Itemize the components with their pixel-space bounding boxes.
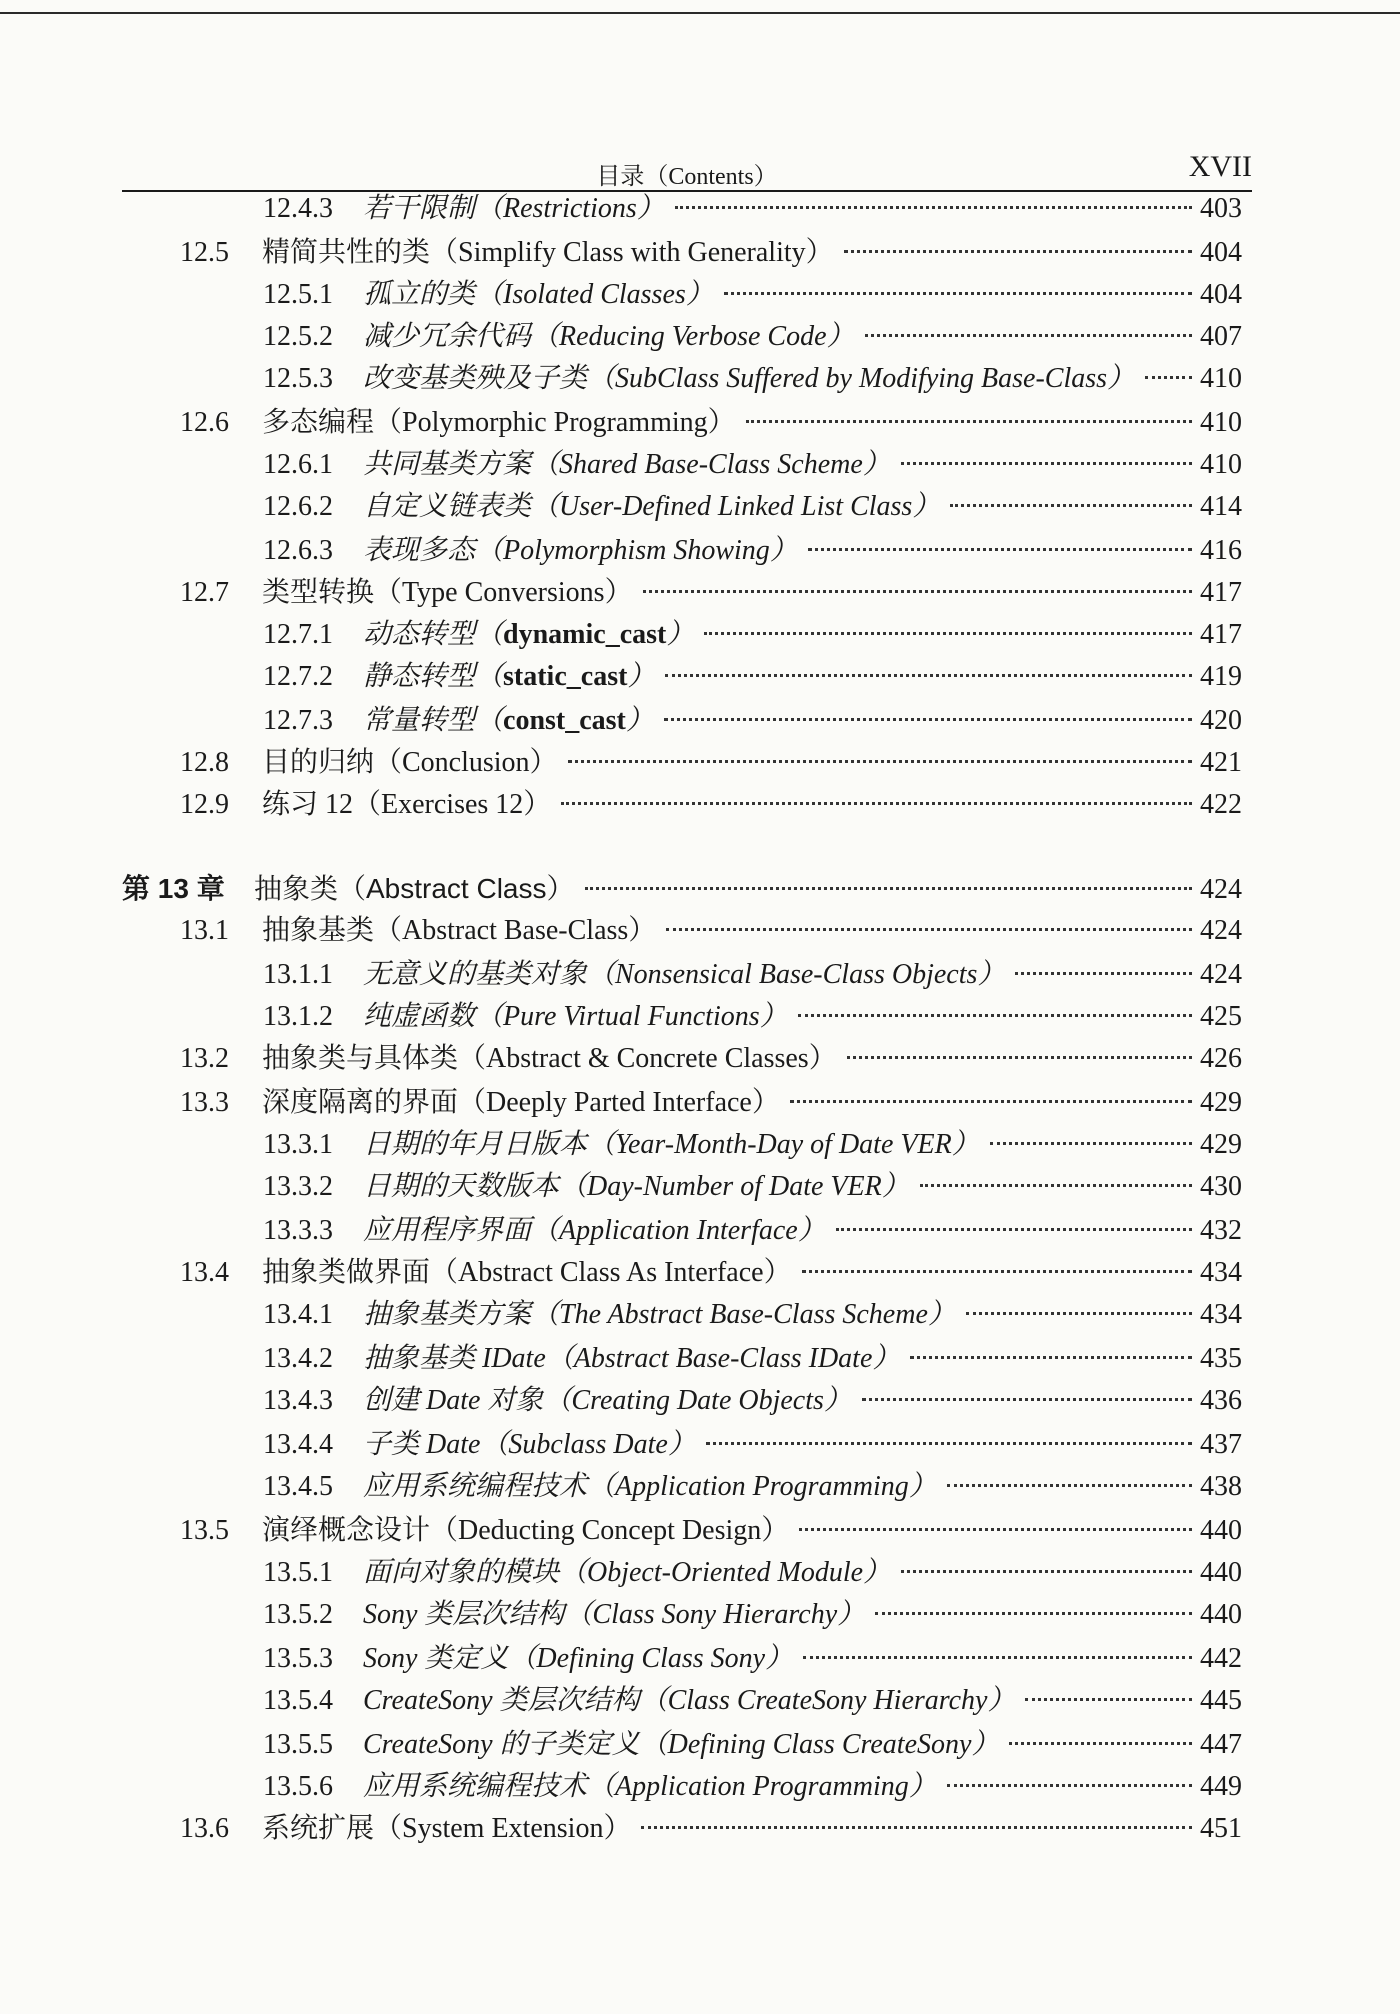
subsection-entry[interactable] (263, 658, 1242, 696)
entry-page-number: 440 (1200, 1557, 1242, 1588)
entry-page-number: 403 (1200, 193, 1242, 224)
entry-number: 13.5.3 (263, 1643, 333, 1674)
entry-title: 表现多态（Polymorphism Showing） (363, 535, 798, 566)
dot-leader (799, 1528, 1192, 1531)
dot-leader (920, 1184, 1192, 1187)
subsection-entry[interactable] (263, 1596, 1242, 1634)
dot-leader (724, 292, 1192, 295)
dot-leader (901, 462, 1192, 465)
subsection-entry[interactable] (263, 532, 1242, 570)
dot-leader (746, 420, 1192, 423)
dot-leader (803, 1656, 1192, 1659)
entry-title: 深度隔离的界面（Deeply Parted Interface） (262, 1087, 780, 1118)
entry-title-prefix: 常量转型（ (363, 705, 504, 736)
entry-page-number: 430 (1200, 1171, 1242, 1202)
entry-number: 第 13 章 (122, 873, 225, 904)
subsection-entry[interactable] (263, 1768, 1242, 1806)
entry-title: 抽象基类 IDate（Abstract Base-Class IDate） (363, 1343, 901, 1374)
entry-title: 演绎概念设计（Deducting Concept Design） (262, 1515, 790, 1546)
entry-title: 应用系统编程技术（Application Programming） (363, 1471, 937, 1502)
entry-title: CreateSony 的子类定义（Defining Class CreateSony） (363, 1729, 1000, 1760)
section-entry[interactable] (180, 1810, 1242, 1848)
dot-leader (847, 1056, 1192, 1059)
subsection-entry[interactable] (263, 190, 1242, 228)
subsection-entry[interactable] (263, 318, 1242, 356)
entry-page-number: 429 (1200, 1129, 1242, 1160)
dot-leader (568, 760, 1192, 763)
entry-title-suffix: ） (625, 705, 654, 736)
subsection-entry[interactable] (263, 1426, 1242, 1464)
entry-title: 减少冗余代码（Reducing Verbose Code） (363, 321, 855, 352)
entry-title (363, 702, 654, 740)
entry-number: 12.8 (180, 747, 229, 778)
section-entry[interactable] (180, 1040, 1242, 1078)
subsection-entry[interactable] (263, 998, 1242, 1036)
subsection-entry[interactable] (263, 1726, 1242, 1764)
entry-page-number: 424 (1200, 959, 1242, 990)
entry-page-number: 419 (1200, 661, 1242, 692)
entry-number: 13.4.2 (263, 1343, 333, 1374)
entry-page-number: 424 (1200, 915, 1242, 946)
entry-page-number: 445 (1200, 1685, 1242, 1716)
dot-leader (966, 1312, 1192, 1315)
entry-title: 创建 Date 对象（Creating Date Objects） (363, 1385, 852, 1416)
dot-leader (808, 548, 1192, 551)
entry-page-number: 449 (1200, 1771, 1242, 1802)
entry-number: 13.5.6 (263, 1771, 333, 1802)
entry-number: 13.5.5 (263, 1729, 333, 1760)
entry-page-number: 424 (1200, 874, 1242, 905)
dot-leader (910, 1356, 1192, 1359)
entry-title: 应用程序界面（Application Interface） (363, 1215, 826, 1246)
section-entry[interactable] (180, 786, 1242, 824)
entry-number: 13.5.4 (263, 1685, 333, 1716)
entry-title: Sony 类定义（Defining Class Sony） (363, 1643, 794, 1674)
entry-page-number: 410 (1200, 449, 1242, 480)
dot-leader (664, 718, 1192, 721)
entry-number: 13.5.1 (263, 1557, 333, 1588)
section-entry[interactable] (180, 744, 1242, 782)
subsection-entry[interactable] (263, 1126, 1242, 1164)
entry-title-code: const_cast (503, 705, 626, 736)
section-entry[interactable] (180, 404, 1242, 442)
entry-page-number: 416 (1200, 535, 1242, 566)
dot-leader (844, 250, 1192, 253)
entry-title: 应用系统编程技术（Application Programming） (363, 1771, 937, 1802)
entry-page-number: 429 (1200, 1087, 1242, 1118)
entry-number: 12.7.1 (263, 619, 333, 650)
entry-number: 13.2 (180, 1043, 229, 1074)
dot-leader (862, 1398, 1192, 1401)
entry-number: 12.5 (180, 237, 229, 268)
entry-number: 13.3.2 (263, 1171, 333, 1202)
entry-number: 13.4 (180, 1257, 229, 1288)
entry-page-number: 432 (1200, 1215, 1242, 1246)
subsection-entry[interactable] (263, 360, 1242, 398)
dot-leader (561, 802, 1192, 805)
entry-page-number: 410 (1200, 363, 1242, 394)
dot-leader (704, 632, 1192, 635)
entry-page-number: 417 (1200, 577, 1242, 608)
entry-number: 13.1 (180, 915, 229, 946)
chapter-entry[interactable] (122, 870, 1242, 908)
entry-number: 13.6 (180, 1813, 229, 1844)
dot-leader (947, 1484, 1192, 1487)
header-page-number: XVII (1188, 150, 1252, 183)
entry-title: 多态编程（Polymorphic Programming） (262, 407, 736, 438)
entry-title: 目的归纳（Conclusion） (262, 747, 558, 778)
dot-leader (1025, 1698, 1192, 1701)
dot-leader (836, 1228, 1192, 1231)
dot-leader (1015, 972, 1192, 975)
dot-leader (790, 1100, 1192, 1103)
dot-leader (990, 1142, 1192, 1145)
entry-title-prefix: 动态转型（ (363, 619, 504, 650)
dot-leader (798, 1014, 1192, 1017)
entry-title: 练习 12（Exercises 12） (262, 789, 552, 820)
dot-leader (865, 334, 1193, 337)
section-entry[interactable] (180, 912, 1242, 950)
entry-number: 12.6 (180, 407, 229, 438)
dot-leader (643, 590, 1192, 593)
subsection-entry[interactable] (263, 446, 1242, 484)
dot-leader (950, 504, 1192, 507)
entry-title-code: static_cast (503, 661, 628, 692)
entry-title (363, 616, 694, 654)
entry-page-number: 447 (1200, 1729, 1242, 1760)
entry-page-number: 437 (1200, 1429, 1242, 1460)
dot-leader (706, 1442, 1192, 1445)
subsection-entry[interactable] (263, 1168, 1242, 1206)
entry-title: 抽象类做界面（Abstract Class As Interface） (262, 1257, 792, 1288)
entry-title: Sony 类层次结构（Class Sony Hierarchy） (363, 1599, 866, 1630)
entry-number: 12.4.3 (263, 193, 333, 224)
dot-leader (585, 887, 1193, 890)
header-title: 目录（Contents） (596, 164, 778, 190)
dot-leader (901, 1570, 1192, 1573)
entry-page-number: 435 (1200, 1343, 1242, 1374)
entry-title: 自定义链表类（User-Defined Linked List Class） (363, 491, 941, 522)
section-entry[interactable] (180, 574, 1242, 612)
dot-leader (802, 1270, 1192, 1273)
entry-page-number: 404 (1200, 237, 1242, 268)
entry-number: 13.1.2 (263, 1001, 333, 1032)
entry-page-number: 440 (1200, 1599, 1242, 1630)
entry-page-number: 417 (1200, 619, 1242, 650)
section-entry[interactable] (180, 1512, 1242, 1550)
dot-leader (665, 674, 1192, 677)
entry-number: 12.7 (180, 577, 229, 608)
entry-number: 13.5 (180, 1515, 229, 1546)
entry-number: 12.9 (180, 789, 229, 820)
entry-page-number: 422 (1200, 789, 1242, 820)
entry-page-number: 414 (1200, 491, 1242, 522)
entry-page-number: 440 (1200, 1515, 1242, 1546)
entry-page-number: 421 (1200, 747, 1242, 778)
entry-number: 12.6.2 (263, 491, 333, 522)
entry-number: 12.7.3 (263, 705, 333, 736)
entry-number: 13.5.2 (263, 1599, 333, 1630)
entry-title: 类型转换（Type Conversions） (262, 577, 633, 608)
subsection-entry[interactable] (263, 956, 1242, 994)
entry-page-number: 407 (1200, 321, 1242, 352)
subsection-entry[interactable] (263, 1340, 1242, 1378)
entry-title: 系统扩展（System Extension） (262, 1813, 632, 1844)
entry-number: 13.3.3 (263, 1215, 333, 1246)
subsection-entry[interactable] (263, 616, 1242, 654)
entry-page-number: 451 (1200, 1813, 1242, 1844)
section-entry[interactable] (180, 1254, 1242, 1292)
dot-leader (675, 206, 1192, 209)
subsection-entry[interactable] (263, 488, 1242, 526)
entry-title: 纯虚函数（Pure Virtual Functions） (363, 1001, 788, 1032)
entry-number: 12.5.2 (263, 321, 333, 352)
entry-title: 精简共性的类（Simplify Class with Generality） (262, 237, 834, 268)
entry-title: 面向对象的模块（Object-Oriented Module） (363, 1557, 892, 1588)
entry-title: 无意义的基类对象（Nonsensical Base-Class Objects） (363, 959, 1006, 990)
entry-number: 13.4.5 (263, 1471, 333, 1502)
subsection-entry[interactable] (263, 1640, 1242, 1678)
entry-title: 抽象基类方案（The Abstract Base-Class Scheme） (363, 1299, 956, 1330)
entry-title: 抽象类与具体类（Abstract & Concrete Classes） (262, 1043, 837, 1074)
entry-page-number: 434 (1200, 1299, 1242, 1330)
entry-title: 抽象基类（Abstract Base-Class） (262, 915, 657, 946)
entry-title-suffix: ） (627, 661, 656, 692)
entry-number: 13.4.1 (263, 1299, 333, 1330)
entry-number: 12.7.2 (263, 661, 333, 692)
entry-title: 孤立的类（Isolated Classes） (363, 279, 714, 310)
subsection-entry[interactable] (263, 276, 1242, 314)
subsection-entry[interactable] (263, 702, 1242, 740)
dot-leader (1009, 1742, 1192, 1745)
section-entry[interactable] (180, 234, 1242, 272)
dot-leader (666, 928, 1192, 931)
entry-title: 子类 Date（Subclass Date） (363, 1429, 696, 1460)
entry-title: CreateSony 类层次结构（Class CreateSony Hierarchy） (363, 1685, 1016, 1716)
entry-number: 12.6.1 (263, 449, 333, 480)
entry-page-number: 404 (1200, 279, 1242, 310)
dot-leader (1145, 376, 1192, 379)
entry-page-number: 434 (1200, 1257, 1242, 1288)
entry-number: 13.4.4 (263, 1429, 333, 1460)
entry-title: 日期的年月日版本（Year-Month-Day of Date VER） (363, 1129, 980, 1160)
entry-page-number: 436 (1200, 1385, 1242, 1416)
entry-number: 13.4.3 (263, 1385, 333, 1416)
entry-title (363, 658, 655, 696)
entry-number: 13.1.1 (263, 959, 333, 990)
entry-title-code: dynamic_cast (503, 619, 667, 650)
entry-number: 13.3.1 (263, 1129, 333, 1160)
subsection-entry[interactable] (263, 1554, 1242, 1592)
entry-title-prefix: 静态转型（ (363, 661, 504, 692)
dot-leader (875, 1612, 1192, 1615)
entry-title: 改变基类殃及子类（SubClass Suffered by Modifying Base-Class） (363, 363, 1136, 394)
entry-number: 12.6.3 (263, 535, 333, 566)
subsection-entry[interactable] (263, 1212, 1242, 1250)
entry-page-number: 442 (1200, 1643, 1242, 1674)
dot-leader (947, 1784, 1192, 1787)
section-entry[interactable] (180, 1084, 1242, 1122)
dot-leader (641, 1826, 1192, 1829)
subsection-entry[interactable] (263, 1468, 1242, 1506)
entry-page-number: 420 (1200, 705, 1242, 736)
entry-page-number: 410 (1200, 407, 1242, 438)
entry-title: 日期的天数版本（Day-Number of Date VER） (363, 1171, 910, 1202)
subsection-entry[interactable] (263, 1682, 1242, 1720)
entry-page-number: 426 (1200, 1043, 1242, 1074)
entry-title: 抽象类（Abstract Class） (254, 873, 575, 904)
subsection-entry[interactable] (263, 1296, 1242, 1334)
entry-number: 13.3 (180, 1087, 229, 1118)
subsection-entry[interactable] (263, 1382, 1242, 1420)
entry-page-number: 425 (1200, 1001, 1242, 1032)
entry-title-suffix: ） (666, 619, 695, 650)
entry-number: 12.5.3 (263, 363, 333, 394)
entry-title: 若干限制（Restrictions） (363, 193, 665, 224)
entry-number: 12.5.1 (263, 279, 333, 310)
entry-page-number: 438 (1200, 1471, 1242, 1502)
entry-title: 共同基类方案（Shared Base-Class Scheme） (363, 449, 891, 480)
